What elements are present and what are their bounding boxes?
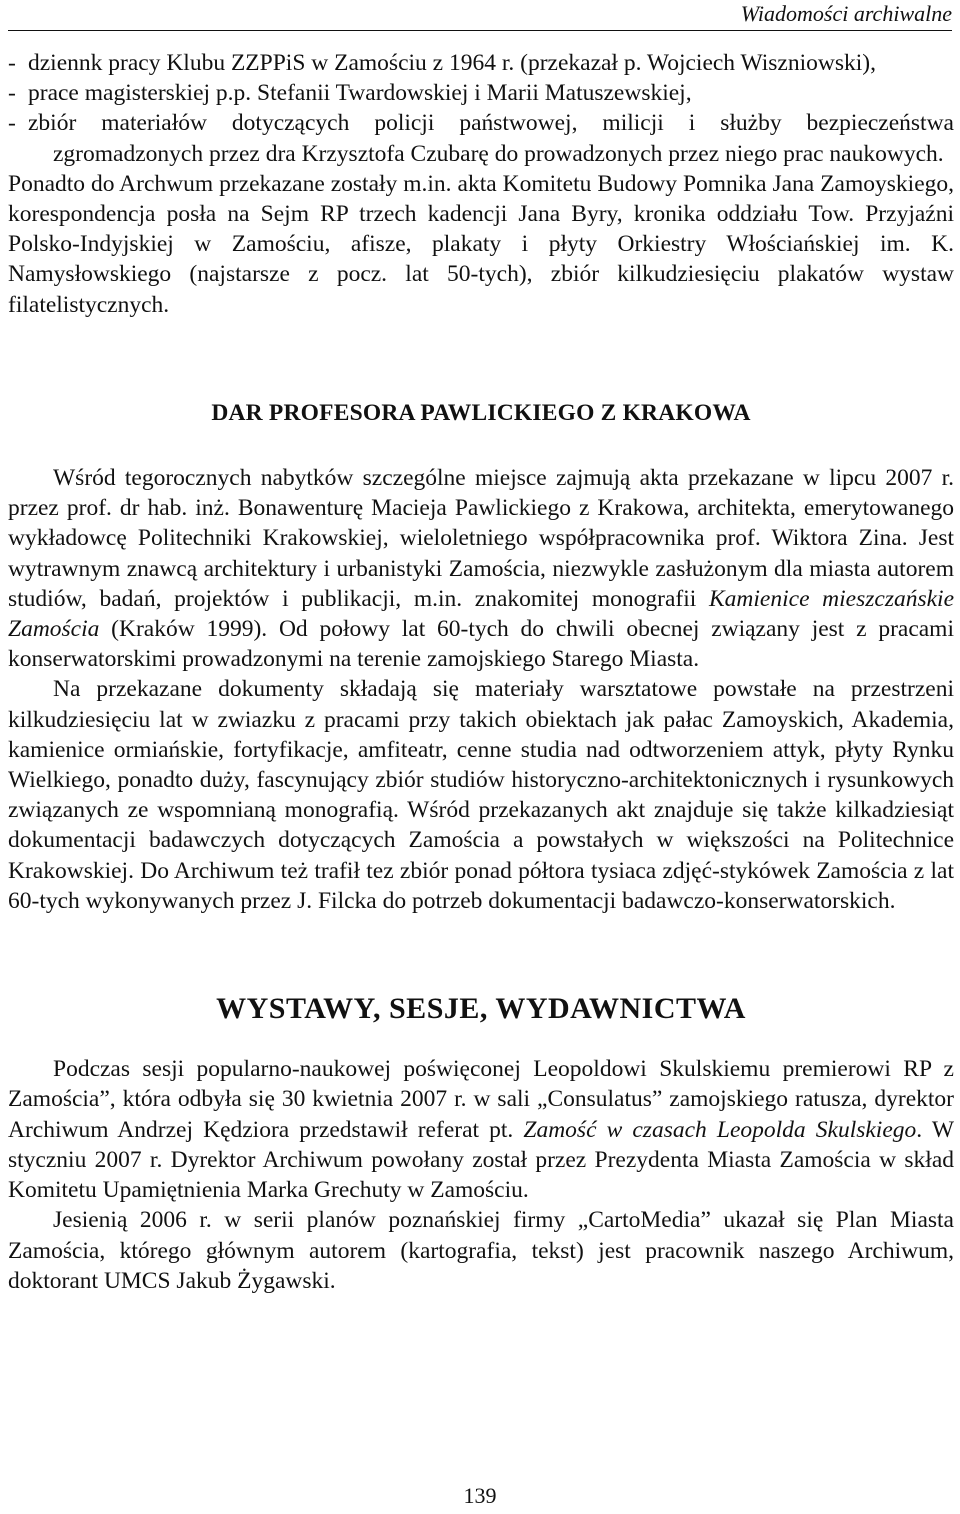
list-item <box>8 78 954 108</box>
section-title-dar: DAR PROFESORA PAWLICKIEGO Z KRAKOWA <box>211 399 751 426</box>
paragraph: Jesienią 2006 r. w serii planów poznańskiej firmy „CartoMedia” ukazał się Plan Miasta Zamościa, którego głównym autorem (kartografia, tekst) jest pracownik naszego Archiwum, doktorant UMCS Jakub Żygawski. <box>8 1207 954 1294</box>
paragraph <box>8 463 954 674</box>
paragraph-additional: Ponadto do Archwum przekazane zostały m.in. akta Komitetu Budowy Pomnika Jana Zamoyskiego, korespondencja posła na Sejm RP trzech kadencji Jana Byry, kronika oddziału Tow. Przyjaźni Polsko-Indyjskiej w Zamościu, afisze, plakaty i płyty Orkiestry Włościańskiej im. K. Namysłowskiego (najstarsze z pocz. lat 50-tych), zbiór kilkudziesięciu plakatów wystaw filatelistycznych. <box>8 170 954 318</box>
paragraph: Na przekazane dokumenty składają się materiały warsztatowe powstałe na przestrzeni kilkudziesięciu lat w zwiazku z pracami przy takich obiektach jak pałac Zamoyskich, Akademia, kamienice ormiańskie, fortyfikacje, amfiteatr, cenne studia nad odtworzeniem attyk, płyty Rynku Wielkiego, ponadto duży, fascynujący zbiór studiów historyczno-architektonicznych i rysunkowych związanych ze wspomnianą monografią. Wśród przekazanych akt znajduje się także kilkadziesiąt dokumentacji badawczych dotyczących Zamościa a powstałych w większości na Politechnice Krakowskiej. Do Archiwum też trafił tez zbiór ponad półtora tysiaca zdjęć-stykówek Zamościa z lat 60-tych wykonywanych przez J. Filcka do potrzeb dokumentacji badawczo-konserwatorskich. <box>8 676 954 914</box>
paragraph <box>8 1054 954 1205</box>
list-item <box>8 108 954 168</box>
paragraph-text: Podczas sesji popularno-naukowej poświęconej Leopoldowi Skulskiemu premierowi RP z Zamościa”, która odbyła się 30 kwietnia 2007 r. w sali „Consulatus” zamojskiego ratusza, dyrektor Archiwum Andrzej Kędziora przedstawił referat pt. <box>8 1056 954 1143</box>
list-item-text: prace magisterskiej p.p. Stefanii Twardowskiej i Marii Matuszewskiej, <box>28 80 692 107</box>
body-text <box>8 48 954 1296</box>
list-dash: - <box>8 110 16 137</box>
paragraph-text: (Kraków 1999). Od połowy lat 60-tych do chwili obecnej związany jest z pracami konserwatorskimi prowadzonymi na terenie zamojskiego Starego Miasta. <box>8 616 954 673</box>
section-title-wystawy: WYSTAWY, SESJE, WYDAWNICTWA <box>216 992 746 1026</box>
list-dash: - <box>8 80 16 107</box>
list-item-text: zbiór materiałów dotyczących policji państwowej, milicji i służby bezpieczeństwa zgromadzonych przez dra Krzysztofa Czubarę do prowadzonych przez niego prac naukowych. <box>28 110 954 167</box>
lecture-title: Zamość w czasach Leopolda Skulskiego <box>523 1116 917 1143</box>
list-item-text: dziennk pracy Klubu ZZPPiS w Zamościu z 1964 r. (przekazał p. Wojciech Wiszniowski), <box>28 50 876 76</box>
page-number: 139 <box>463 1483 497 1508</box>
running-title: Wiadomości archiwalne <box>740 1 952 26</box>
paragraph-text: Wśród tegorocznych nabytków szczególne miejsce zajmują akta przekazane w lipcu 2007 r. przez prof. dr hab. inż. Bonawenturę Macieja Pawlickiego z Krakowa, architekta, emerytowanego wykładowcę Politechniki Krakowskiej, wieloletniego współpracownika prof. Wiktora Zina. Jest wytrawnym znawcą architektury i urbanistyki Zamościa, niezwykle zasłużonym dla miasta autorem studiów, badań, projektów i publikacji, m.in. znakomitej monografii <box>8 465 954 612</box>
list-dash: - <box>8 50 16 76</box>
header-rule <box>8 30 952 31</box>
paragraph-text: . W styczniu 2007 r. Dyrektor Archiwum powołany został przez Prezydenta Miasta Zamościa w skład Komitetu Upamiętnienia Marka Grechuty w Zamościu. <box>8 1116 954 1204</box>
book-title: Kamienice mieszczańskie Zamościa <box>8 585 955 643</box>
list-item <box>8 48 954 78</box>
